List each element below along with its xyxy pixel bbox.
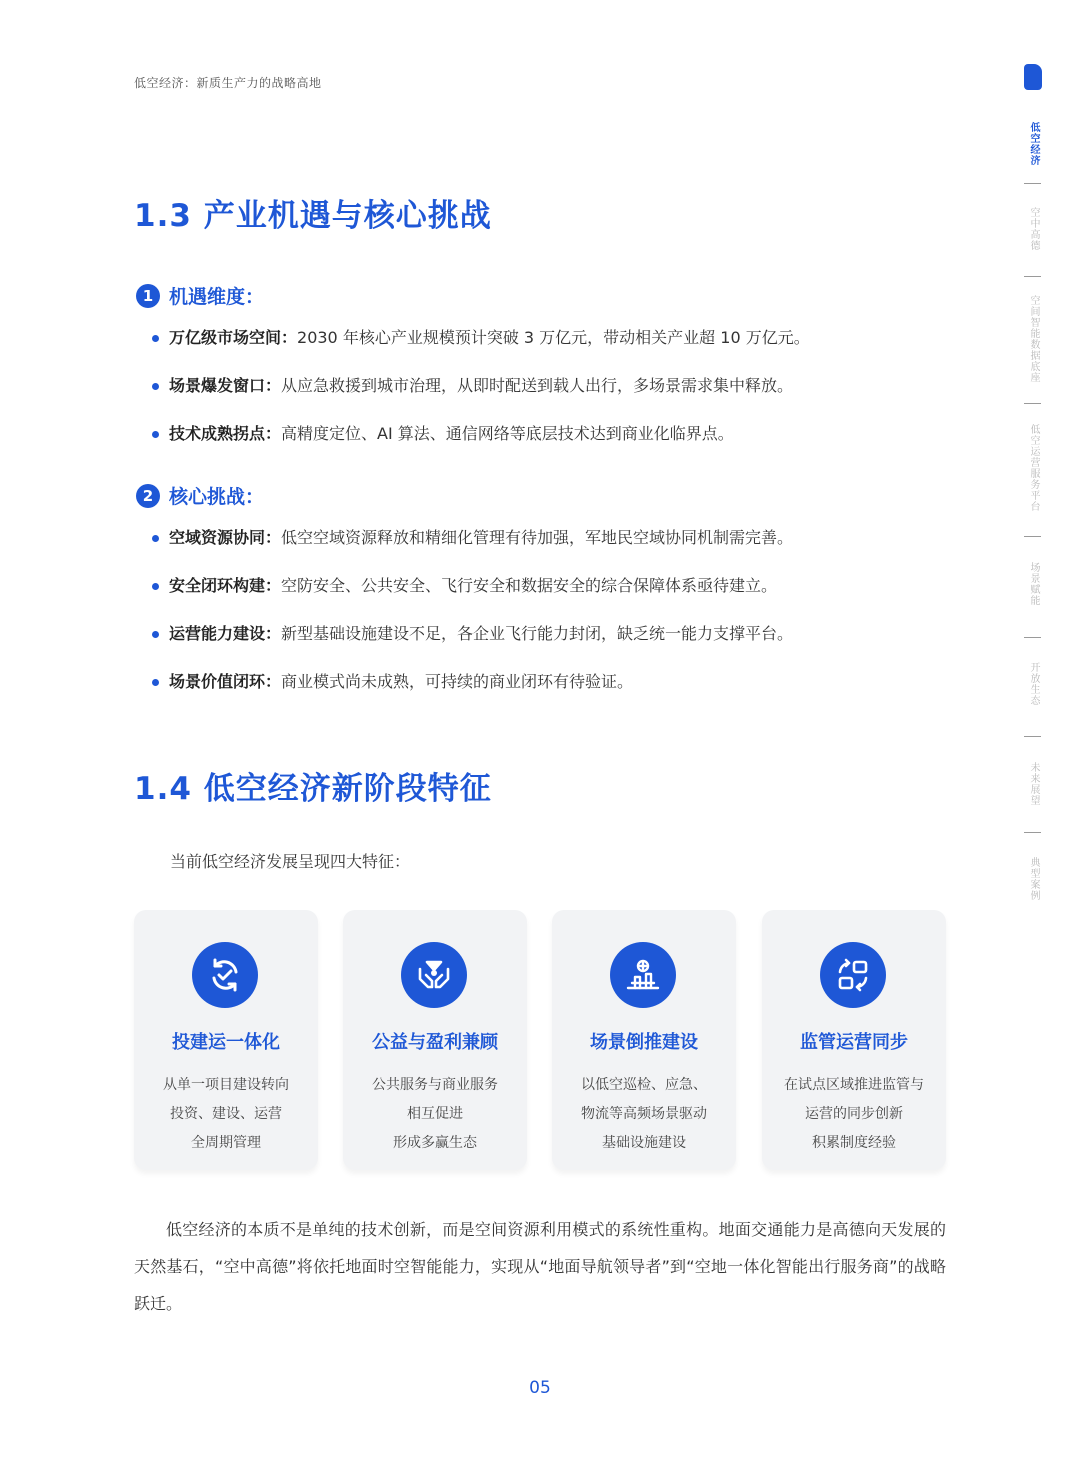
card-title: 公益与盈利兼顾	[372, 1032, 498, 1053]
side-nav-separator	[1024, 403, 1041, 404]
item-label: 场景爆发窗口：	[169, 376, 282, 395]
hands-heart-icon	[401, 942, 467, 1008]
feature-card	[343, 910, 527, 1170]
item-text: 空防安全、公共安全、飞行安全和数据安全的综合保障体系亟待建立。	[281, 576, 778, 595]
feature-card	[134, 910, 318, 1170]
feature-card	[762, 910, 946, 1170]
bullet-dot	[152, 583, 159, 590]
city-network-icon	[610, 942, 676, 1008]
side-nav-separator	[1024, 832, 1041, 833]
side-nav-separator	[1024, 736, 1041, 737]
side-nav-separator	[1024, 276, 1041, 277]
side-nav-separator	[1024, 536, 1041, 537]
section-heading-1-4: 1.4 低空经济新阶段特征	[134, 771, 492, 807]
side-nav-separator	[1024, 637, 1041, 638]
side-nav-item-future-outlook[interactable]: 未来展望	[1028, 762, 1039, 806]
intro-text: 当前低空经济发展呈现四大特征：	[170, 852, 411, 871]
list-item	[152, 575, 793, 623]
list-item	[152, 375, 810, 423]
side-nav-item-open-ecosystem[interactable]: 开放生态	[1028, 662, 1039, 706]
card-text-line: 形成多赢生态	[393, 1135, 477, 1151]
summary-paragraph: 低空经济的本质不是单纯的技术创新，而是空间资源利用模式的系统性重构。地面交通能力是高德向天发展的天然基石，“空中高德”将依托地面时空智能能力，实现从“地面导航领导者”到“空地一体化智能出行服务商”的战略跃迁。	[134, 1220, 946, 1313]
side-nav-separator	[1024, 183, 1041, 184]
card-text-line: 公共服务与商业服务	[372, 1077, 498, 1093]
list-item	[152, 327, 810, 375]
item-text: 从应急救援到城市治理，从即时配送到载人出行，多场景需求集中释放。	[281, 376, 794, 395]
bullet-dot	[152, 631, 159, 638]
card-text-line: 积累制度经验	[812, 1135, 896, 1151]
card-title: 场景倒推建设	[590, 1032, 698, 1053]
card-text-line: 相互促进	[407, 1106, 463, 1122]
card-text-line: 投资、建设、运营	[170, 1106, 282, 1122]
feature-card	[552, 910, 736, 1170]
item-text: 2030 年核心产业规模预计突破 3 万亿元，带动相关产业超 10 万亿元。	[297, 328, 810, 347]
list-item	[152, 623, 793, 671]
sync-monitor-icon	[820, 942, 886, 1008]
challenge-title: 核心挑战：	[169, 486, 265, 508]
card-text-line: 从单一项目建设转向	[163, 1077, 289, 1093]
side-nav-item-scenario-enablement[interactable]: 场景赋能	[1028, 562, 1039, 606]
running-header: 低空经济：新质生产力的战略高地	[134, 76, 322, 90]
refresh-check-icon	[192, 942, 258, 1008]
challenge-list	[152, 527, 793, 719]
card-title: 监管运营同步	[800, 1032, 908, 1053]
bullet-dot	[152, 431, 159, 438]
item-text: 高精度定位、AI 算法、通信网络等底层技术达到商业化临界点。	[281, 424, 734, 443]
side-nav-item-low-altitude-economy[interactable]: 低空经济	[1028, 122, 1039, 166]
item-text: 新型基础设施建设不足，各企业飞行能力封闭，缺乏统一能力支撑平台。	[281, 624, 794, 643]
page-number: 05	[529, 1378, 551, 1398]
list-item	[152, 423, 810, 471]
item-label: 运营能力建设：	[169, 624, 282, 643]
bullet-dot	[152, 679, 159, 686]
item-text: 商业模式尚未成熟，可持续的商业闭环有待验证。	[281, 672, 634, 691]
item-label: 场景价值闭环：	[169, 672, 282, 691]
side-nav-item-spatial-data-base[interactable]: 空间智能数据底座	[1028, 295, 1039, 383]
card-text-line: 运营的同步创新	[805, 1106, 903, 1122]
opportunity-list	[152, 327, 810, 471]
card-text-line: 在试点区域推进监管与	[784, 1077, 924, 1093]
side-nav-item-typical-cases[interactable]: 典型案例	[1028, 857, 1039, 901]
item-text: 低空空域资源释放和精细化管理有待加强，军地民空域协同机制需完善。	[281, 528, 794, 547]
number-badge: 1	[136, 284, 160, 308]
side-nav-item-sky-amap[interactable]: 空中高德	[1028, 207, 1039, 251]
bullet-dot	[152, 535, 159, 542]
item-label: 技术成熟拐点：	[169, 424, 282, 443]
item-label: 安全闭环构建：	[169, 576, 282, 595]
card-text-line: 以低空巡检、应急、	[581, 1077, 707, 1093]
list-item	[152, 527, 793, 575]
bullet-dot	[152, 335, 159, 342]
opportunity-title: 机遇维度：	[169, 286, 265, 308]
section-heading-1-3: 1.3 产业机遇与核心挑战	[134, 198, 492, 234]
side-nav-item-operations-platform[interactable]: 低空运营服务平台	[1028, 424, 1039, 512]
feature-cards	[134, 910, 946, 1176]
item-label: 空域资源协同：	[169, 528, 282, 547]
number-badge: 2	[136, 484, 160, 508]
bullet-dot	[152, 383, 159, 390]
challenge-heading	[136, 482, 264, 509]
card-text-line: 全周期管理	[191, 1135, 261, 1151]
list-item	[152, 671, 793, 719]
card-title: 投建运一体化	[172, 1032, 280, 1053]
card-text-line: 物流等高频场景驱动	[581, 1106, 707, 1122]
card-text-line: 基础设施建设	[602, 1135, 686, 1151]
item-label: 万亿级市场空间：	[169, 328, 298, 347]
opportunity-heading	[136, 282, 264, 309]
side-nav-tab-marker	[1024, 64, 1042, 90]
